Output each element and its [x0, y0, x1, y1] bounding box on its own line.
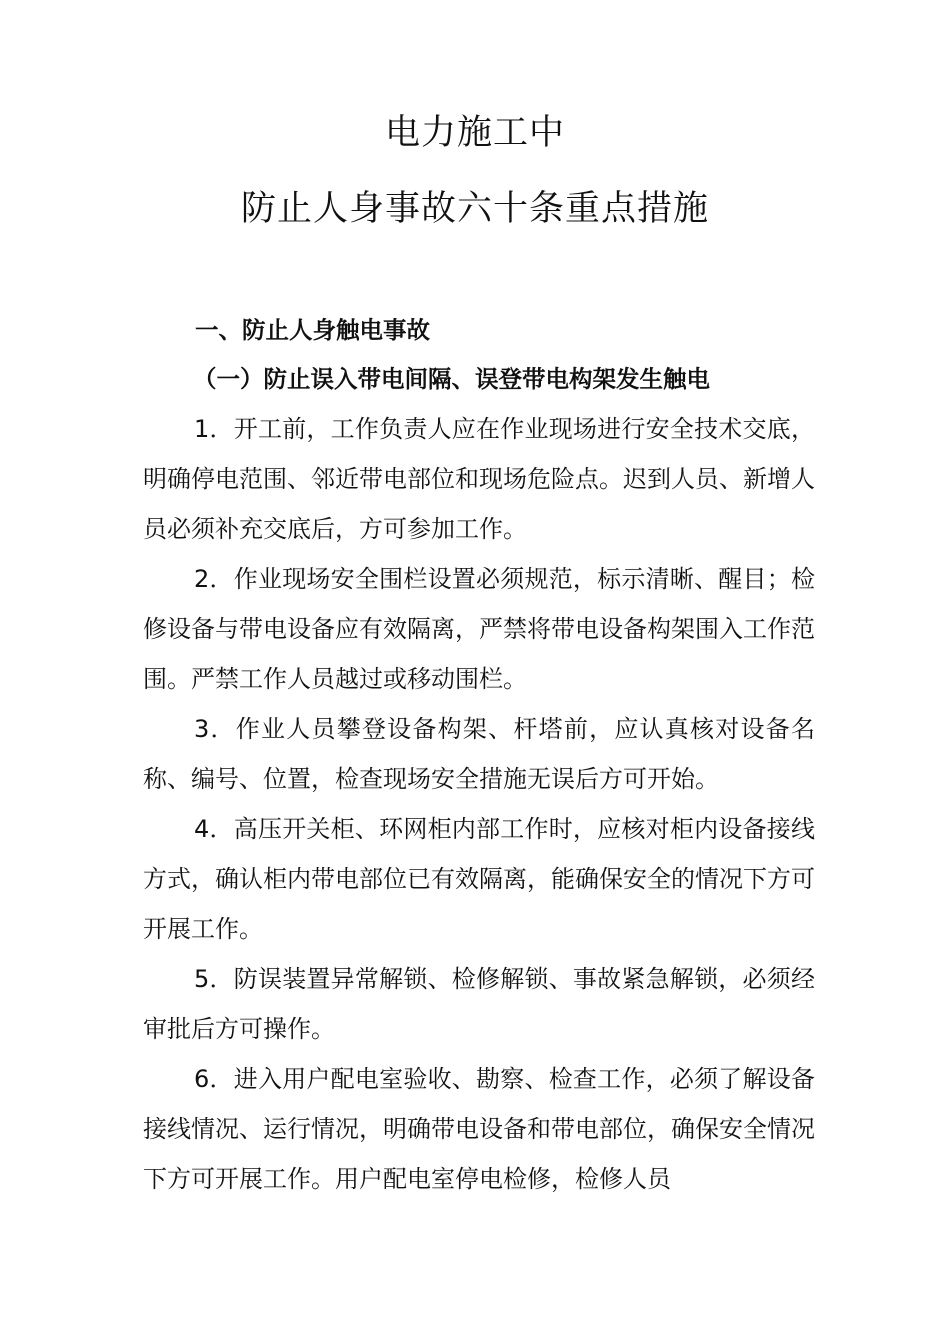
- paragraph-text: 高压开关柜、环网柜内部工作时，应核对柜内设备接线方式，确认柜内带电部位已有效隔离，能确保安全的情况下方可开展工作。: [143, 815, 815, 943]
- paragraph-number: 1．: [194, 415, 234, 443]
- paragraph-1: [143, 404, 815, 554]
- paragraph-text: 防误装置异常解锁、检修解锁、事故紧急解锁，必须经审批后方可操作。: [143, 965, 815, 1043]
- paragraph-number: 3．: [194, 715, 236, 743]
- paragraph-text: 进入用户配电室验收、勘察、检查工作，必须了解设备接线情况、运行情况，明确带电设备和带电部位，确保安全情况下方可开展工作。用户配电室停电检修，检修人员: [143, 1065, 815, 1193]
- paragraph-3: [143, 704, 815, 804]
- paragraph-text: 作业人员攀登设备构架、杆塔前，应认真核对设备名称、编号、位置，检查现场安全措施无误后方可开始。: [143, 715, 815, 793]
- paragraph-number: 4．: [194, 815, 234, 843]
- section-heading: 一、防止人身触电事故: [195, 316, 430, 344]
- paragraph-text: 开工前，工作负责人应在作业现场进行安全技术交底，明确停电范围、邻近带电部位和现场危险点。迟到人员、新增人员必须补充交底后，方可参加工作。: [143, 415, 815, 543]
- paragraph-5: [143, 954, 815, 1054]
- document-title-line-2: 防止人身事故六十条重点措施: [240, 189, 709, 229]
- paragraph-6: [143, 1054, 815, 1204]
- subsection-heading: （一）防止误入带电间隔、误登带电构架发生触电: [193, 365, 710, 393]
- paragraph-2: [143, 554, 815, 704]
- paragraph-number: 2．: [194, 565, 234, 593]
- paragraph-text: 作业现场安全围栏设置必须规范，标示清晰、醒目；检修设备与带电设备应有效隔离，严禁将带电设备构架围入工作范围。严禁工作人员越过或移动围栏。: [143, 565, 815, 693]
- document-body: [143, 404, 815, 1204]
- paragraph-4: [143, 804, 815, 954]
- paragraph-number: 5．: [194, 965, 234, 993]
- paragraph-number: 6．: [194, 1065, 234, 1093]
- document-title-line-1: 电力施工中: [384, 113, 565, 153]
